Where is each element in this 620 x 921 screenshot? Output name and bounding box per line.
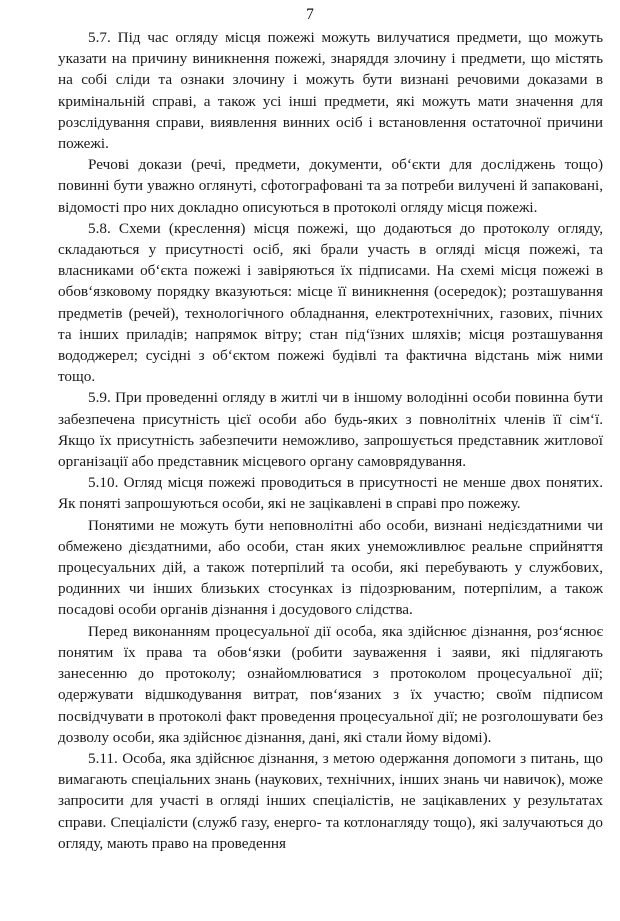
paragraph-5-10-witnesses: Понятими не можуть бути неповнолітні або особи, визнані недієздатними чи обмежено дієздатними, або особи, стан яких унеможливлює реальне сприйняття процесуальних дій, а також потерпілий та особи, які перебувають у службових, родинних чи інших близьких стосунках із підозрюваним, потерпілим, а також посадові особи органів дізнання і досудового слідства. (58, 516, 603, 619)
paragraph-5-11: 5.11. Особа, яка здійснює дізнання, з метою одержання допомоги з питань, що вимагають спеціальних знань (наукових, технічних, інших знань чи навичок), може запросити для участі в огляді інших спеціалістів, не зацікавлених у результатах справи. Спеціалісти (служб газу, енерго- та котлонагляду тощо), які залучаються до огляду, мають право на проведення (58, 749, 603, 852)
paragraph-5-7: 5.7. Під час огляду місця пожежі можуть вилучатися предмети, що можуть указати на причину виникнення пожежі, знаряддя злочину і предмети, що містять на собі сліди та ознаки злочину і можуть бути визнані речовими доказами в кримінальній справі, а також усі інші предмети, які можуть мати значення для розслідування справи, виявлення винних осіб і встановлення остаточної причини пожежі. (58, 29, 603, 153)
paragraph-5-10-explanation: Перед виконанням процесуальної дії особа, яка здійснює дізнання, роз‘яснює понятим їх права та обов‘язки (робити зауваження і заяви, які підлягають занесенню до протоколу; ознайомлюватися з протоколом процесуальної дії; одержувати відшкодування витрат, пов‘язаних з їх участю; своїм підписом посвідчувати в протоколі факт проведення процесуальної дії; не розголошувати без дозволу особи, яка здійснює дізнання, дані, які стали йому відомі). (58, 622, 603, 746)
paragraph-5-9: 5.9. При проведенні огляду в житлі чи в іншому володінні особи повинна бути забезпечена присутність цієї особи або будь-яких з повнолітніх членів її сім‘ї. Якщо їх присутність забезпечити неможливо, запрошується представник житлової організації або представник місцевого органу самоврядування. (58, 389, 603, 471)
paragraph-5-10: 5.10. Огляд місця пожежі проводиться в присутності не менше двох понятих. Як поняті запрошуються особи, які не зацікавлені в справі про пожежу. (58, 474, 603, 513)
paragraph-5-7-evidence: Речові докази (речі, предмети, документи, об‘єкти для досліджень тощо) повинні бути уважно оглянуті, сфотографовані та за потреби вилучені й запаковані, відомості про них докладно описуються в протоколі огляду місця пожежі. (58, 156, 603, 216)
paragraph-5-8: 5.8. Схеми (креслення) місця пожежі, що додаються до протоколу огляду, складаються у присутності осіб, які брали участь в огляді місця пожежі, та власниками об‘єкта пожежі і завіряються їх підписами. На схемі місця пожежі в обов‘язковому порядку вказуються: місце її виникнення (осередок); розташування предметів (речей), технологічного обладнання, електротехнічних, газових, пічних та інших приладів; напрямок вітру; стан під‘їзних шляхів; місця розташування вододжерел; сусідні з об‘єктом пожежі будівлі та фактична відстань між ними тощо. (58, 219, 603, 386)
page-number: 7 (306, 6, 314, 23)
document-body (58, 27, 603, 854)
